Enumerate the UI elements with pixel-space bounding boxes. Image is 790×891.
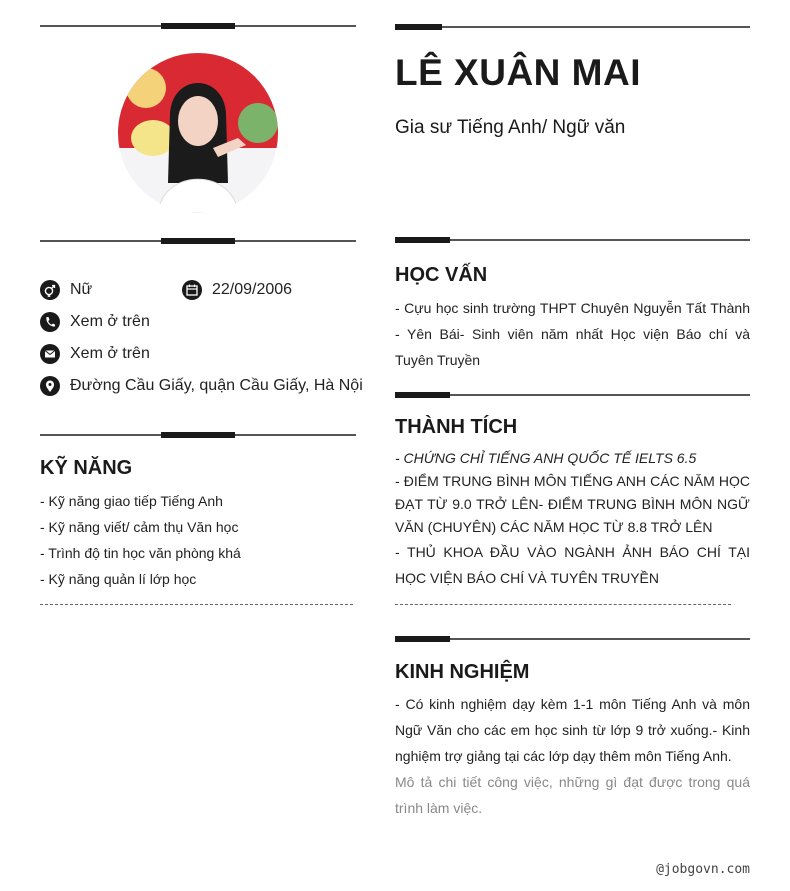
gender-icon [40, 280, 60, 300]
calendar-icon [182, 280, 202, 300]
email-value: Xem ở trên [70, 345, 150, 362]
experience-divider [395, 636, 750, 642]
avatar-illustration [118, 53, 278, 213]
skill-item: - Kỹ năng quản lí lớp học [40, 571, 197, 587]
skill-item: - Kỹ năng viết/ cảm thụ Văn học [40, 519, 239, 535]
experience-text: - Có kinh nghiệm dạy kèm 1-1 môn Tiếng Anh và môn Ngữ Văn cho các em học sinh từ lớp 9 trở xuống.- Kinh nghiệm trợ giảng tại các lớp dạy thêm môn Tiếng Anh. [395, 696, 750, 764]
skill-item: - Kỹ năng giao tiếp Tiếng Anh [40, 493, 223, 509]
experience-placeholder: Mô tả chi tiết công việc, những gì đạt được trong quá trình làm việc. [395, 774, 750, 816]
email-row [40, 343, 150, 365]
education-divider [395, 237, 750, 243]
phone-value: Xem ở trên [70, 313, 150, 330]
phone-row [40, 311, 150, 333]
location-icon [40, 376, 60, 396]
watermark: @jobgovn.com [656, 862, 750, 877]
achievement-grades: - ĐIỂM TRUNG BÌNH MÔN TIẾNG ANH CÁC NĂM HỌC ĐẠT TỪ 9.0 TRỞ LÊN- ĐIỂM TRUNG BÌNH MÔN NGỮ VĂN (CHUYÊN) CÁC NĂM HỌC TỪ 8.8 TRỞ LÊN [395, 473, 750, 535]
phone-icon [40, 312, 60, 332]
education-text: - Cựu học sinh trường THPT Chuyên Nguyễn Tất Thành - Yên Bái- Sinh viên năm nhất Học viện Báo chí và Tuyên Truyền [395, 300, 750, 368]
birthdate-value: 22/09/2006 [212, 281, 293, 298]
address-value: Đường Cầu Giấy, quận Cầu Giấy, Hà Nội [70, 377, 363, 394]
gender-value: Nữ [70, 281, 93, 298]
gender-row [40, 279, 92, 301]
education-title: HỌC VẤN [395, 264, 488, 286]
achievements-title: THÀNH TÍCH [395, 416, 518, 438]
top-right-divider [395, 24, 750, 30]
achievements-divider [395, 392, 750, 398]
skills-divider [40, 432, 356, 438]
address-row [40, 375, 363, 397]
birthdate-row [182, 279, 292, 301]
email-icon [40, 344, 60, 364]
skill-item: - Trình độ tin học văn phòng khá [40, 545, 241, 561]
job-title: Gia sư Tiếng Anh/ Ngữ văn [395, 117, 626, 138]
achievement-ielts: - CHỨNG CHỈ TIẾNG ANH QUỐC TẾ IELTS 6.5 [395, 450, 697, 466]
top-left-divider [40, 23, 356, 29]
skills-title: KỸ NĂNG [40, 457, 133, 479]
achievements-dashed-separator [395, 604, 731, 605]
experience-title: KINH NGHIỆM [395, 661, 530, 683]
mid-left-divider [40, 238, 356, 244]
profile-photo [118, 53, 278, 213]
achievement-valedictorian: - THỦ KHOA ĐẦU VÀO NGÀNH ẢNH BÁO CHÍ TẠI HỌC VIỆN BÁO CHÍ VÀ TUYÊN TRUYỀN [395, 544, 750, 586]
skills-dashed-separator [40, 604, 353, 605]
full-name: LÊ XUÂN MAI [395, 52, 641, 93]
